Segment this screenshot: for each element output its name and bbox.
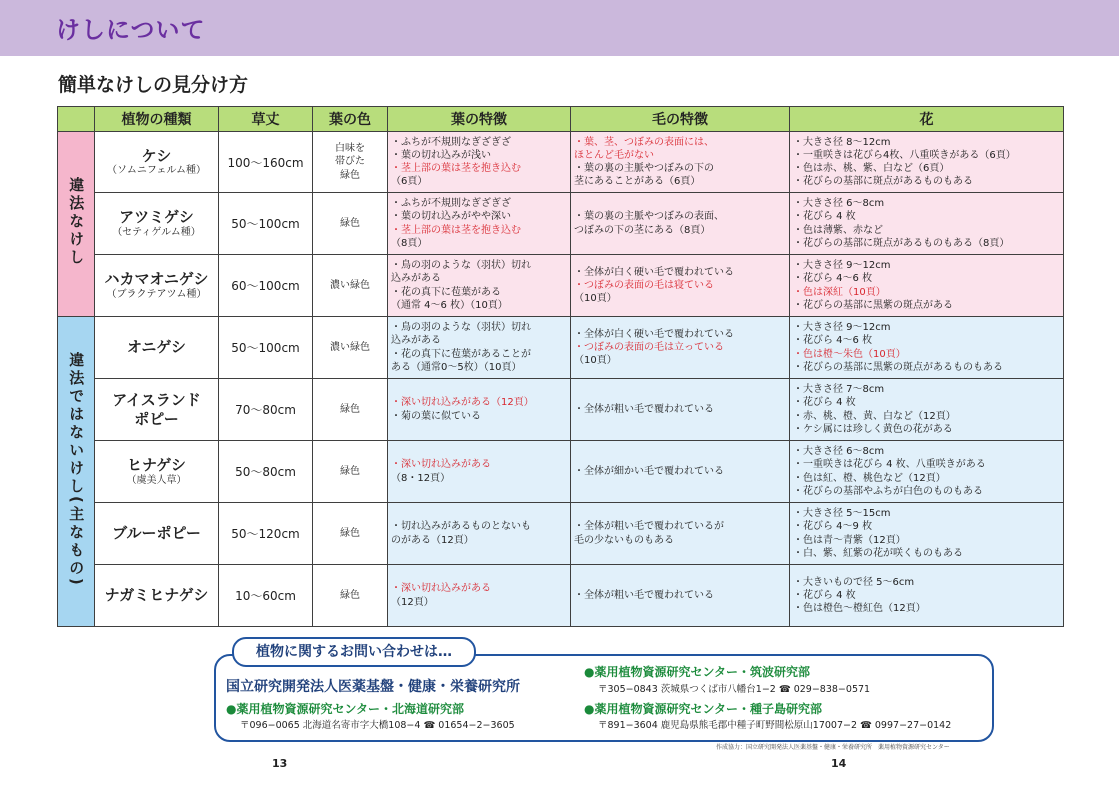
leaf-features-cell: [388, 193, 571, 255]
cell-line: ・花びらの基部に斑点があるものもある（8頁）: [793, 237, 1010, 249]
cell-line: ・花びらの基部やふちが白色のものもある: [793, 485, 983, 497]
branch-hokkaido-address: 〒096−0065 北海道名寄市字大橋108−4 ☎ 01654−2−3605: [240, 720, 515, 731]
cell-line: ・つぼみの表面の毛は寝ている: [574, 279, 714, 291]
leaf-features-cell: [388, 379, 571, 441]
leaf-color-cell: [313, 441, 388, 503]
cell-line: ほとんど毛がない: [574, 149, 654, 161]
flower-features-cell: [790, 317, 1064, 379]
species-name-cell: [95, 441, 219, 503]
hair-features-cell: [571, 132, 790, 193]
species-name: ナガミヒナゲシ: [104, 586, 209, 605]
species-name-cell: [95, 565, 219, 627]
species-scientific-type: （ソムニフェルム種）: [107, 165, 206, 177]
cell-line: ・葉の裏の主脈やつぼみの表面、: [574, 211, 724, 223]
cell-line: ・菊の葉に似ている: [391, 410, 481, 422]
col-header-leaf-features: 葉の特徴: [388, 107, 571, 132]
height-cell: 10〜60cm: [219, 565, 313, 627]
hair-features-cell: [571, 565, 790, 627]
leaf-color-cell: [313, 317, 388, 379]
species-name-cell: [95, 379, 219, 441]
species-name-cell: [95, 193, 219, 255]
leaf-features-cell: [388, 441, 571, 503]
leaf-features-cell: [388, 565, 571, 627]
cell-line: （通常 4〜6 枚）（10頁）: [391, 299, 508, 311]
header-corner: [58, 107, 95, 132]
leaf-color-line: 帯びた: [335, 156, 365, 168]
cell-line: ・切れ込みがあるものとないも: [391, 521, 531, 533]
group-label-legal: [58, 317, 95, 627]
table-header-row: [58, 107, 1064, 132]
cell-line: ・全体が白く硬い毛で覆われている: [574, 328, 734, 340]
cell-line: ・色は青〜青紫（12頁）: [793, 534, 906, 546]
species-name: ヒナゲシ: [126, 456, 187, 475]
species-name-cell: [95, 317, 219, 379]
cell-line: ・色は薄紫、赤など: [793, 224, 883, 236]
cell-line: ・葉、茎、つぼみの表面には、: [574, 136, 714, 148]
branch-tsukuba-address: 〒305−0843 茨城県つくば市八幡台1−2 ☎ 029−838−0571: [598, 684, 871, 695]
cell-line: ・ふちが不規則なぎざぎざ: [391, 136, 511, 148]
cell-line: ・つぼみの表面の毛は立っている: [574, 341, 724, 353]
cell-line: ・鳥の羽のような（羽状）切れ: [391, 260, 531, 272]
flower-features-cell: [790, 565, 1064, 627]
cell-line: ・花びら 4〜6 枚: [793, 273, 873, 285]
table-row: [58, 441, 1064, 503]
height-cell: 50〜100cm: [219, 317, 313, 379]
page-title: けしについて: [56, 16, 206, 44]
hair-features-cell: [571, 503, 790, 565]
branch-tsukuba-name: ●薬用植物資源研究センター・筑波研究部: [584, 665, 810, 679]
group-label-illegal: [58, 132, 95, 317]
leaf-color-line: 緑色: [340, 589, 360, 601]
cell-line: ・花びら 4 枚: [793, 589, 856, 601]
height-cell: 100〜160cm: [219, 132, 313, 193]
leaf-color-cell: [313, 193, 388, 255]
cell-line: ・大きさ径 8〜12cm: [793, 136, 891, 148]
cell-line: ・色は橙色〜橙紅色（12頁）: [793, 603, 926, 615]
section-subtitle: 簡単なけしの見分け方: [58, 74, 249, 96]
table-row: [58, 503, 1064, 565]
leaf-color-cell: [313, 379, 388, 441]
species-name: ハカマオニゲシ: [104, 270, 209, 289]
flower-features-cell: [790, 193, 1064, 255]
height-cell: 50〜100cm: [219, 193, 313, 255]
group-label-text: 違法なけし: [67, 177, 86, 267]
cell-line: 込みがある: [391, 273, 441, 285]
cell-line: ・花びら 4〜9 枚: [793, 521, 873, 533]
cell-line: ・葉の切れ込みが浅い: [391, 149, 491, 161]
cell-line: ・花びら 4〜6 枚: [793, 335, 873, 347]
height-cell: 70〜80cm: [219, 379, 313, 441]
cell-line: ・一重咲きは花びら 4 枚、八重咲きがある: [793, 459, 986, 471]
species-name-cell: [95, 503, 219, 565]
species-scientific-type: （セティゲルム種）: [112, 226, 201, 238]
cell-line: ・大きいもので径 5〜6cm: [793, 576, 915, 588]
branch-hokkaido-name: ●薬用植物資源研究センター・北海道研究部: [226, 702, 464, 716]
cell-line: （12頁）: [391, 596, 434, 608]
table-row: [58, 565, 1064, 627]
species-scientific-type: （虞美人草）: [126, 474, 187, 486]
leaf-color-line: 緑色: [340, 217, 360, 229]
cell-line: ・花びら 4 枚: [793, 397, 856, 409]
cell-line: ある（通常0〜5枚）（10頁）: [391, 361, 522, 373]
leaf-features-cell: [388, 255, 571, 317]
species-name: ブルーポピー: [112, 524, 201, 543]
cell-line: ・全体が粗い毛で覆われている: [574, 403, 714, 415]
cell-line: ・大きさ径 5〜15cm: [793, 508, 891, 520]
hair-features-cell: [571, 255, 790, 317]
cell-line: ・色は赤、桃、紫、白など（6頁）: [793, 163, 950, 174]
leaf-features-cell: [388, 503, 571, 565]
cell-line: ・大きさ径 6〜8cm: [793, 198, 885, 210]
cell-line: ・茎上部の葉は茎を抱き込む: [391, 224, 521, 236]
cell-line: 茎にあることがある（6頁）: [574, 176, 701, 188]
leaf-color-line: 緑色: [340, 169, 360, 181]
species-scientific-type: （ブラクテアツム種）: [106, 288, 207, 300]
leaf-color-cell: [313, 255, 388, 317]
hair-features-cell: [571, 193, 790, 255]
hair-features-cell: [571, 441, 790, 503]
col-header-hair-features: 毛の特徴: [571, 107, 790, 132]
col-header-leaf-color: 葉の色: [313, 107, 388, 132]
leaf-color-line: 緑色: [340, 527, 360, 539]
species-name: アイスランド: [112, 390, 201, 409]
leaf-color-cell: [313, 503, 388, 565]
leaf-color-line: 濃い緑色: [330, 341, 370, 353]
cell-line: ・全体が細かい毛で覆われている: [574, 465, 724, 477]
branch-tanegashima-name: ●薬用植物資源研究センター・種子島研究部: [584, 702, 822, 716]
col-header-flower: 花: [790, 107, 1064, 132]
cell-line: のがある（12頁）: [391, 534, 474, 546]
cell-line: ・花びら 4 枚: [793, 211, 856, 223]
table-row: [58, 193, 1064, 255]
cell-line: つぼみの下の茎にある（8頁）: [574, 224, 711, 236]
contact-title: 植物に関するお問い合わせは…: [232, 637, 476, 667]
col-header-species: 植物の種類: [95, 107, 219, 132]
group-label-text: 違法ではないけし(主なもの): [67, 351, 86, 588]
flower-features-cell: [790, 379, 1064, 441]
leaf-features-cell: [388, 317, 571, 379]
height-cell: 50〜80cm: [219, 441, 313, 503]
table-row: [58, 379, 1064, 441]
species-name-cell: [95, 132, 219, 193]
institute-name: 国立研究開発法人医薬基盤・健康・栄養研究所: [226, 679, 520, 695]
cell-line: ・一重咲きは花びら4枚、八重咲きがある（6頁）: [793, 149, 1016, 161]
cell-line: ・全体が白く硬い毛で覆われている: [574, 266, 734, 278]
hair-features-cell: [571, 379, 790, 441]
table-row: [58, 132, 1064, 193]
hair-features-cell: [571, 317, 790, 379]
flower-features-cell: [790, 255, 1064, 317]
leaf-color-cell: [313, 132, 388, 193]
credit-note: 作成協力：国立研究開発法人医薬基盤・健康・栄養研究所 薬用植物資源研究センター: [716, 744, 950, 751]
cell-line: ・花びらの基部に斑点があるものもある: [793, 176, 973, 188]
species-name: ケシ: [141, 146, 172, 165]
leaf-color-line: 緑色: [340, 403, 360, 415]
cell-line: ・深い切れ込みがある（12頁）: [391, 397, 534, 409]
cell-line: ・色は深紅（10頁）: [793, 286, 886, 298]
leaf-color-line: 白味を: [335, 142, 365, 154]
cell-line: ・大きさ径 9〜12cm: [793, 322, 891, 334]
species-name-line2: ポピー: [134, 409, 179, 428]
height-cell: 50〜120cm: [219, 503, 313, 565]
cell-line: （8・12頁）: [391, 472, 451, 484]
cell-line: ・花の真下に苞葉がある: [391, 286, 501, 298]
species-name: アツミゲシ: [119, 208, 194, 227]
leaf-color-cell: [313, 565, 388, 627]
cell-line: ・花の真下に苞葉があることが: [391, 348, 531, 360]
branch-tanegashima-address: 〒891−3604 鹿児島県熊毛郡中種子町野間松原山17007−2 ☎ 0997−27−0142: [598, 720, 952, 731]
leaf-features-cell: [388, 132, 571, 193]
table-row: [58, 317, 1064, 379]
cell-line: （6頁）: [391, 176, 428, 188]
species-name: オニゲシ: [126, 338, 187, 357]
cell-line: 毛の少ないものもある: [574, 534, 674, 546]
flower-features-cell: [790, 132, 1064, 193]
header-band: [0, 0, 1119, 56]
cell-line: ・赤、桃、橙、黄、白など（12頁）: [793, 410, 956, 422]
leaf-color-line: 濃い緑色: [330, 279, 370, 291]
cell-line: ・花びらの基部に黒紫の斑点があるものもある: [793, 361, 1003, 373]
cell-line: ・色は橙〜朱色（10頁）: [793, 348, 906, 360]
cell-line: ・大きさ径 9〜12cm: [793, 260, 891, 272]
cell-line: ・深い切れ込みがある: [391, 459, 491, 471]
cell-line: ・花びらの基部に黒紫の斑点がある: [793, 299, 953, 311]
cell-line: （10頁）: [574, 355, 617, 367]
page-number-left: 13: [272, 757, 288, 770]
cell-line: ・大きさ径 6〜8cm: [793, 446, 885, 458]
leaf-color-line: 緑色: [340, 465, 360, 477]
cell-line: ・深い切れ込みがある: [391, 583, 491, 595]
cell-line: ・鳥の羽のような（羽状）切れ: [391, 322, 531, 334]
cell-line: ・ケシ属には珍しく黄色の花がある: [793, 423, 953, 435]
cell-line: ・色は紅、橙、桃色など（12頁）: [793, 472, 946, 484]
cell-line: ・大きさ径 7〜8cm: [793, 384, 885, 396]
flower-features-cell: [790, 441, 1064, 503]
page-number-right: 14: [831, 757, 847, 770]
height-cell: 60〜100cm: [219, 255, 313, 317]
col-header-height: 草丈: [219, 107, 313, 132]
cell-line: （10頁）: [574, 293, 617, 305]
cell-line: ・葉の切れ込みがやや深い: [391, 211, 511, 223]
cell-line: ・茎上部の葉は茎を抱き込む: [391, 163, 521, 174]
cell-line: ・葉の裏の主脈やつぼみの下の: [574, 163, 714, 174]
cell-line: （8頁）: [391, 237, 428, 249]
table-row: [58, 255, 1064, 317]
cell-line: ・ふちが不規則なぎざぎざ: [391, 198, 511, 210]
cell-line: ・白、紫、紅紫の花が咲くものもある: [793, 547, 963, 559]
cell-line: 込みがある: [391, 335, 441, 347]
poppy-identification-table: [57, 106, 1064, 627]
cell-line: ・全体が粗い毛で覆われている: [574, 589, 714, 601]
species-name-cell: [95, 255, 219, 317]
flower-features-cell: [790, 503, 1064, 565]
cell-line: ・全体が粗い毛で覆われているが: [574, 521, 724, 533]
